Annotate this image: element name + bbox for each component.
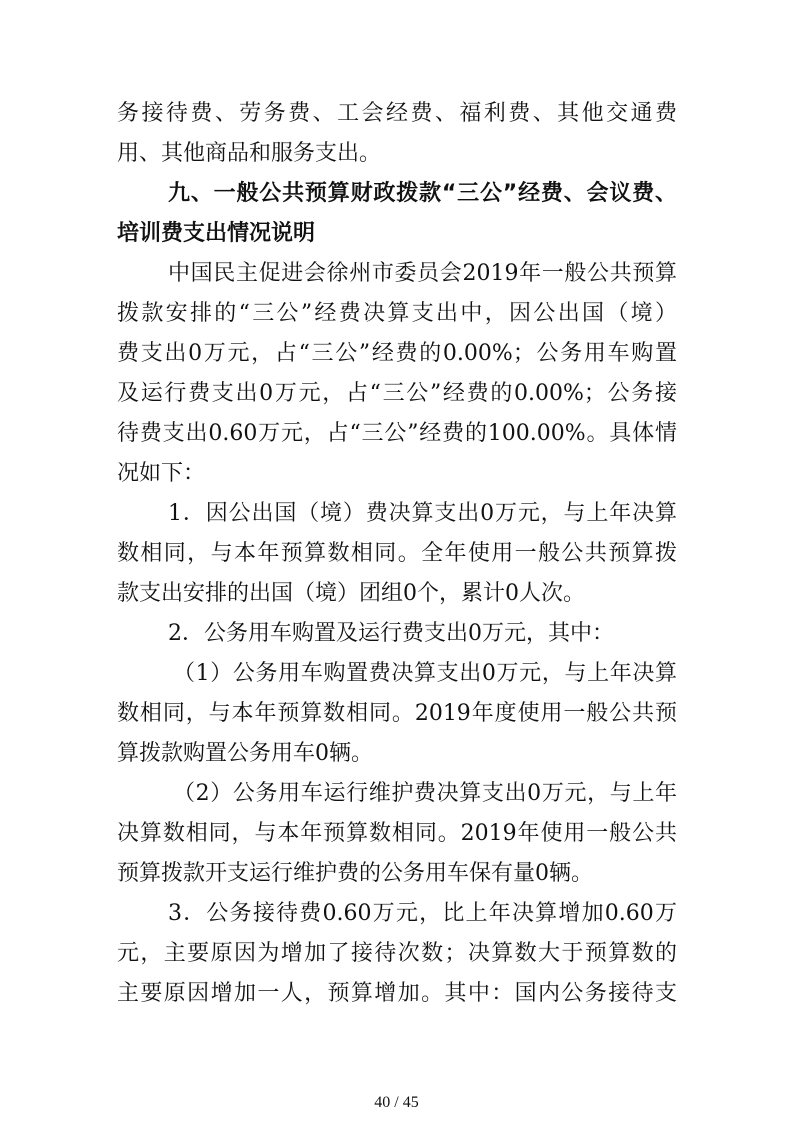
body-text-line: 拨款安排的“三公”经费决算支出中，因公出国（境） — [117, 301, 677, 326]
body-text-line: 款支出安排的出国（境）团组0个，累计0人次。 — [117, 581, 585, 606]
body-text-line: 元，主要原因为增加了接待次数；决算数大于预算数的 — [117, 941, 677, 966]
sub-item-2: （2）公务用车运行维护费决算支出0万元，与上年 — [173, 781, 677, 806]
body-text-line: 用、其他商品和服务支出。 — [117, 141, 382, 166]
list-item-1: 1．因公出国（境）费决算支出0万元，与上年决算 — [168, 501, 677, 526]
body-text-line: 费支出0万元，占“三公”经费的0.00%；公务用车购置 — [117, 341, 677, 366]
body-text-line: 待费支出0.60万元，占“三公”经费的100.00%。具体情 — [117, 421, 677, 446]
body-text-line: 及运行费支出0万元，占“三公”经费的0.00%；公务接 — [117, 381, 677, 406]
body-text-line: 中国民主促进会徐州市委员会2019年一般公共预算 — [168, 261, 677, 286]
body-text-line: 数相同，与本年预算数相同。全年使用一般公共预算拨 — [117, 541, 677, 566]
body-text-line: 算拨款购置公务用车0辆。 — [117, 741, 373, 766]
section-heading-continued: 培训费支出情况说明 — [117, 221, 316, 246]
list-item-2: 2．公务用车购置及运行费支出0万元，其中： — [168, 621, 614, 646]
list-item-3: 3．公务接待费0.60万元，比上年决算增加0.60万 — [168, 901, 677, 926]
body-text-line: 况如下： — [117, 461, 206, 486]
body-text-line: 务接待费、劳务费、工会经费、福利费、其他交通费 — [117, 101, 677, 126]
page-number: 40 / 45 — [374, 1094, 419, 1111]
section-heading: 九、一般公共预算财政拨款“三公”经费、会议费、 — [168, 181, 677, 206]
body-text-line: 预算拨款开支运行维护费的公务用车保有量0辆。 — [117, 861, 593, 886]
body-text-line: 决算数相同，与本年预算数相同。2019年使用一般公共 — [117, 821, 677, 846]
body-text-line: 数相同，与本年预算数相同。2019年度使用一般公共预 — [117, 701, 677, 726]
sub-item-1: （1）公务用车购置费决算支出0万元，与上年决算 — [173, 661, 677, 686]
body-text-line: 主要原因增加一人，预算增加。其中：国内公务接待支 — [117, 981, 677, 1006]
